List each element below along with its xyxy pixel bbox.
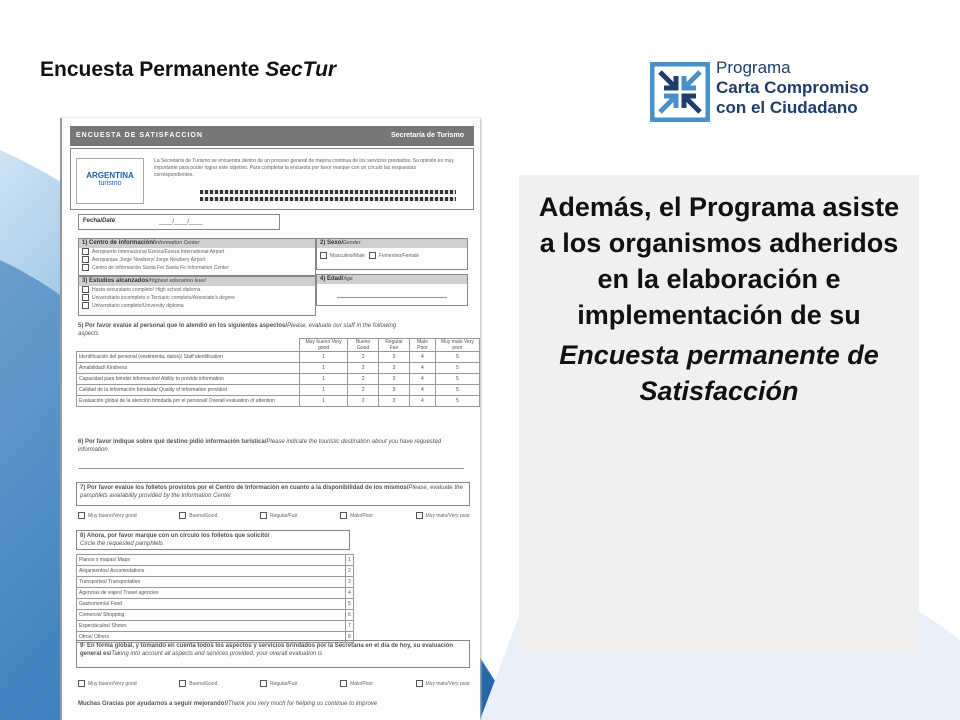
checkbox [78, 512, 85, 519]
pamphlet-row [77, 577, 354, 588]
q3-option [79, 286, 315, 294]
rating-cell: 1 [300, 385, 348, 396]
rating-header: Muy bueno Very good [300, 339, 348, 352]
q2-label [317, 239, 467, 248]
q9-options [78, 680, 470, 688]
logo-line-3: con el Ciudadano [716, 98, 858, 117]
q6-answer-line [78, 468, 464, 469]
fecha-label-text: Fecha/ [83, 218, 103, 224]
checkbox [78, 680, 85, 687]
q1-option [79, 248, 315, 256]
rating-cell: 3 [379, 385, 410, 396]
q9-option-text: Regular/Fair [269, 680, 298, 687]
rating-cell: 2 [348, 385, 379, 396]
checkbox [82, 256, 89, 263]
checkbox [369, 252, 376, 259]
rating-row [77, 385, 480, 396]
checkbox [416, 680, 423, 687]
q3-en: /Highest education level [148, 278, 206, 284]
form-header-org: Secretaría de Turismo [390, 132, 464, 139]
q1-option-text: Centro de información Santa Fe/ Santa Fe Information Center [92, 264, 229, 271]
q7-options [78, 512, 470, 520]
q7-en: Please, evaluate the pamphlets availability provided by the Information Center [80, 485, 463, 499]
q1-text: 1) Centro de información/ [82, 240, 155, 246]
pamphlet-label: Comercio/ Shopping [77, 610, 346, 621]
rating-cell: 1 [300, 374, 348, 385]
rating-cell: 4 [409, 363, 435, 374]
form-header [70, 126, 474, 146]
q3-text: 3) Estudios alcanzados [82, 278, 149, 284]
rating-cell: 3 [379, 352, 410, 363]
q7-label [77, 483, 469, 501]
q1-option [79, 264, 315, 272]
pamphlet-row [77, 599, 354, 610]
q5-text: 5) Por favor evalúe al personal que lo atendió en los siguientes aspectos/ [78, 323, 288, 329]
q8-en: Circle the requested pamphlets [80, 541, 164, 547]
rating-header: Muy malo Very poor [435, 339, 479, 352]
slide-title [40, 58, 336, 82]
checkbox [179, 512, 186, 519]
program-logo [646, 58, 886, 128]
survey-form-image [60, 118, 480, 720]
q4-answer-line [337, 297, 447, 298]
rating-cell: 5 [435, 352, 479, 363]
pamphlet-row [77, 610, 354, 621]
checkbox [320, 252, 327, 259]
rating-header: Bueno Good [348, 339, 379, 352]
rating-cell: 1 [300, 363, 348, 374]
pamphlets-table [76, 554, 354, 643]
checkbox [82, 302, 89, 309]
rating-row-label: Identificación del personal (vestimenta, datos)/ Staff identification [77, 352, 300, 363]
q9-option-text: Muy malo/Very poor [425, 680, 470, 687]
rating-header-blank [77, 339, 300, 352]
pamphlet-label: Espectáculos/ Shows [77, 621, 346, 632]
pamphlet-number: 2 [346, 566, 354, 577]
fecha-label-italic: Date [102, 218, 116, 224]
q4-en: Age [343, 276, 353, 282]
callout-emphasis: Encuesta permanente de Satisfacción [559, 340, 879, 406]
pamphlet-row [77, 621, 354, 632]
q5-label [78, 322, 398, 338]
q9-option-text: Muy bueno/Very good [88, 680, 137, 687]
q5-en: Please, evaluate our staff in the following aspects [78, 323, 397, 337]
rating-row-label: Calidad de la información brindada/ Quality of information provided [77, 385, 300, 396]
checkbox [179, 680, 186, 687]
rating-cell: 5 [435, 396, 479, 407]
brand-line-1: ARGENTINA [86, 171, 134, 180]
checkbox [260, 512, 267, 519]
q9-option [78, 680, 137, 688]
q2-option-text: Femenino/Female [378, 252, 420, 259]
q4-box [316, 274, 468, 306]
form-footer-en: Thank you very much for helping us continue to improve [228, 701, 378, 707]
argentina-turismo-logo [76, 158, 144, 204]
rating-cell: 2 [348, 374, 379, 385]
q8-text: 8) Ahora, por favor marque con un círculo los folletos que solicitó/ [80, 533, 270, 539]
rating-cell: 1 [300, 352, 348, 363]
callout-paragraph: Además, el Programa asiste a los organismos adheridos en la elaboración e implementación de su [538, 192, 900, 330]
compass-arrows-icon [650, 62, 710, 122]
form-header-title: ENCUESTA DE SATISFACCION [76, 132, 203, 139]
pamphlet-label: Gastronomía/ Food [77, 599, 346, 610]
pamphlet-row [77, 588, 354, 599]
q3-label [79, 277, 315, 286]
q9-label [77, 641, 469, 659]
rating-header: Malo Poor [409, 339, 435, 352]
q7-option [340, 512, 373, 520]
fecha-value: ____/____/____ [159, 219, 203, 225]
rating-row [77, 374, 480, 385]
q4-text: 4) Edad/ [320, 276, 344, 282]
q1-option [79, 256, 315, 264]
checkbox [82, 286, 89, 293]
q1-label [79, 239, 315, 248]
q6-en: Please indicate the touristic destination about you have requested information [78, 439, 442, 453]
q7-text: 7) Por favor evalúe los folletos provistos por el Centro de Información en cuanto a la disponibilidad de los mismos/ [80, 485, 409, 491]
rating-row-label: Amabilidad/ Kindness [77, 363, 300, 374]
q6-text: 6) Por favor indique sobre qué destino pidió información turística/ [78, 439, 267, 445]
checkbox [260, 680, 267, 687]
q3-option-text: Universitario completo/University diploma [92, 302, 184, 309]
slide-title-italic: SecTur [265, 58, 337, 81]
q4-label [317, 275, 467, 284]
q1-en: Information Center [154, 240, 200, 246]
q7-option-text: Malo/Poor [350, 512, 373, 519]
rating-table [76, 338, 480, 407]
q9-option-text: Malo/Poor [350, 680, 373, 687]
rating-row-label: Capacidad para brindar información/ Ability to provide information [77, 374, 300, 385]
checkbox [82, 264, 89, 271]
q8-label [77, 531, 349, 549]
rating-row [77, 352, 480, 363]
fecha-label [83, 218, 115, 224]
q8-box [76, 530, 350, 550]
q9-option [416, 680, 470, 688]
rating-cell: 2 [348, 396, 379, 407]
pamphlet-label: Planos o mapas/ Maps [77, 555, 346, 566]
checkbox [340, 512, 347, 519]
rating-row-label: Evaluación global de la atención brindada por el personal/ Overall evaluation of attention [77, 396, 300, 407]
rating-cell: 4 [409, 352, 435, 363]
callout-box [519, 175, 919, 653]
q7-option [78, 512, 137, 520]
checkbox [340, 680, 347, 687]
q2-text: 2) Sexo/ [320, 240, 344, 246]
pamphlet-number: 6 [346, 610, 354, 621]
q7-box [76, 482, 470, 506]
q2-box [316, 238, 468, 270]
fecha-box [78, 214, 280, 230]
checkbox [82, 248, 89, 255]
checkbox [416, 512, 423, 519]
form-footer [78, 700, 470, 708]
rating-cell: 4 [409, 385, 435, 396]
rating-cell: 5 [435, 374, 479, 385]
q1-option-text: Aeropuerto Internacional Ezeiza/Ezeiza International Airport [92, 248, 225, 255]
brand-line-2: turismo [98, 180, 122, 187]
pamphlet-number: 7 [346, 621, 354, 632]
q9-option [260, 680, 298, 688]
rating-header-row [77, 339, 480, 352]
q3-box [78, 276, 316, 316]
rating-cell: 3 [379, 374, 410, 385]
form-footer-text: Muchas Gracias por ayudarnos a seguir mejorando!/ [78, 701, 229, 707]
rating-cell: 3 [379, 363, 410, 374]
pamphlet-number: 8 [346, 632, 354, 643]
q3-option [79, 294, 315, 302]
rating-cell: 5 [435, 385, 479, 396]
rating-header: Regular Fair [379, 339, 410, 352]
q9-option [179, 680, 217, 688]
q7-option-text: Bueno/Good [189, 512, 218, 519]
pamphlet-number: 4 [346, 588, 354, 599]
pamphlet-row [77, 566, 354, 577]
q7-option-text: Muy malo/Very poor [425, 512, 470, 519]
pamphlet-number: 1 [346, 555, 354, 566]
q7-option [179, 512, 217, 520]
q7-option [260, 512, 298, 520]
q9-box [76, 640, 470, 668]
q2-option-text: Masculino/Male [330, 252, 365, 259]
q3-option-text: Universitario incompleto o Terciario completo/Associate's degree [92, 294, 235, 301]
rating-row [77, 396, 480, 407]
checkbox [82, 294, 89, 301]
q6-label [78, 438, 468, 454]
q3-option [79, 302, 315, 310]
pamphlet-label: Agencias de viajes/ Travel agencies [77, 588, 346, 599]
logo-line-2: Carta Compromiso [716, 78, 870, 97]
pamphlet-label: Transportes/ Transportation [77, 577, 346, 588]
q9-en: Taking into account all aspects and services provided, your overall evaluation is [111, 651, 323, 657]
pamphlet-label: Otros/ Others [77, 632, 346, 643]
q7-option [416, 512, 470, 520]
rating-row [77, 363, 480, 374]
logo-line-1: Programa [716, 58, 791, 77]
pamphlet-number: 3 [346, 577, 354, 588]
logo-text [716, 58, 869, 118]
q1-box [78, 238, 316, 276]
pamphlet-row [77, 555, 354, 566]
rating-cell: 5 [435, 363, 479, 374]
rating-cell: 2 [348, 352, 379, 363]
q7-option-text: Regular/Fair [269, 512, 298, 519]
rating-cell: 4 [409, 396, 435, 407]
form-stripe [200, 197, 456, 201]
q9-text: 9- En forma global, y tomando en cuenta todos los aspectos y servicios brindados por la Secretaría en el día de hoy, su evaluación general es/ [80, 643, 453, 657]
q9-option-text: Bueno/Good [189, 680, 218, 687]
slide-title-main: Encuesta Permanente [40, 58, 266, 81]
q1-option-text: Aeroparque Jorge Newbery/ Jorge Newbery Airport [92, 256, 206, 263]
rating-cell: 1 [300, 396, 348, 407]
q3-option-text: Hasta secundario completo/ High school diploma [92, 286, 201, 293]
q2-en: Gender [343, 240, 361, 246]
q9-option [340, 680, 373, 688]
rating-cell: 2 [348, 363, 379, 374]
q2-options [317, 248, 467, 264]
rating-cell: 3 [379, 396, 410, 407]
q7-option-text: Muy bueno/Very good [88, 512, 137, 519]
rating-cell: 4 [409, 374, 435, 385]
form-stripe [200, 190, 456, 194]
pamphlet-label: Alojamientos/ Accomodations [77, 566, 346, 577]
form-intro-text: La Secretaría de Turismo se encuentra dentro de un proceso general de mejora continua de los servicios prestados. Su opinión es muy importante para poder lograr este objetivo. Para completar la encuesta por favor marque con un círculo las respuestas correspondientes. [154, 158, 454, 178]
pamphlet-number: 5 [346, 599, 354, 610]
